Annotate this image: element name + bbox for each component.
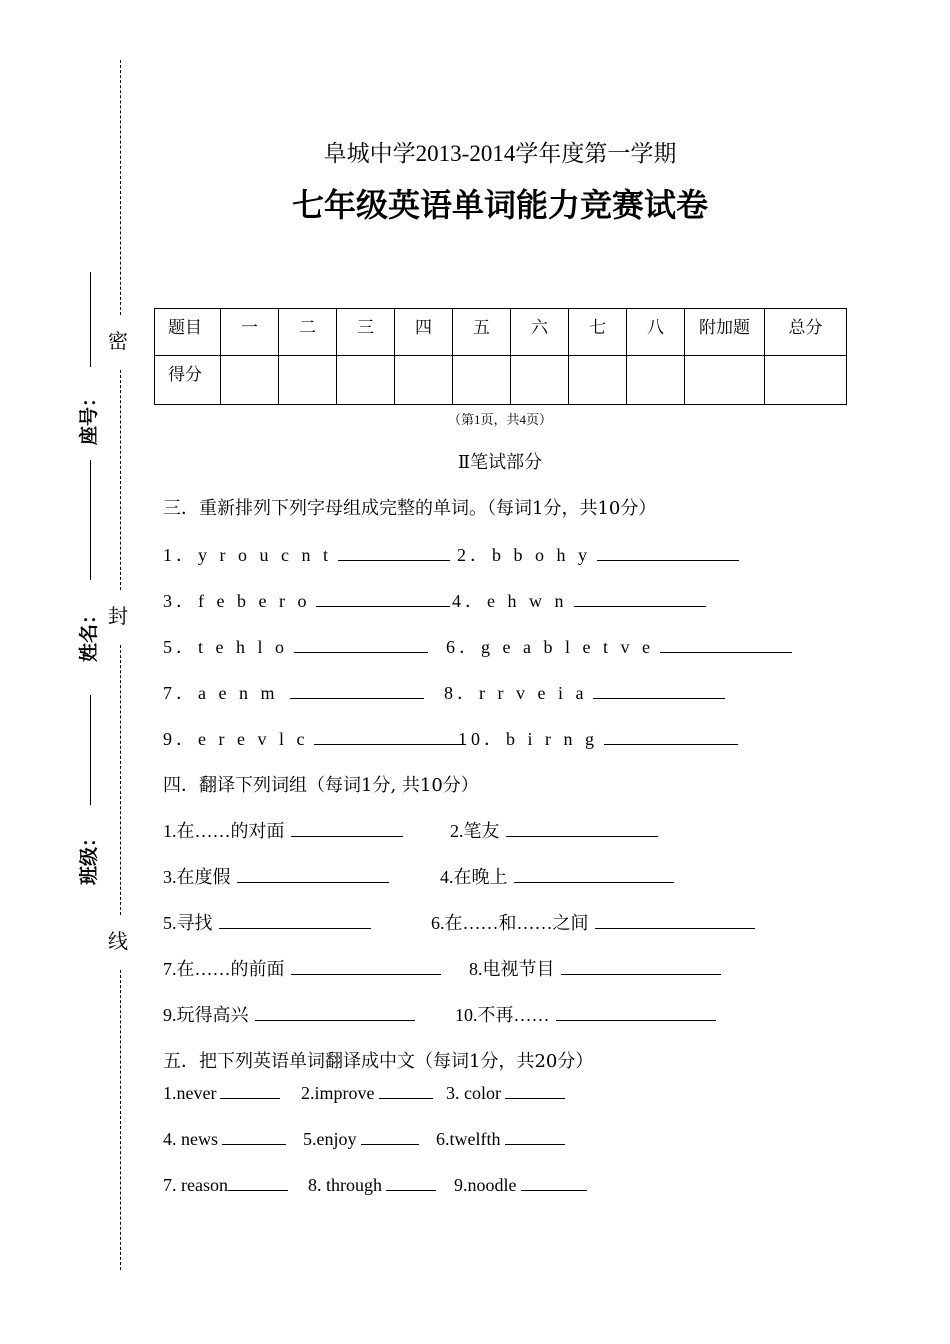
score-header-cell: 一 [221, 309, 279, 356]
question-item: 9．e r e v l c [163, 725, 466, 751]
section-4-title: 四．翻译下列词组（每词1分, 共10分） [163, 775, 479, 796]
answer-blank[interactable] [379, 1083, 433, 1099]
answer-blank[interactable] [255, 1005, 415, 1021]
exam-title: 七年级英语单词能力竞赛试卷 [291, 186, 708, 224]
exam-subtitle: 阜城中学2013-2014学年度第一学期 [323, 141, 677, 166]
class-label: 班级： [78, 827, 100, 885]
question-item: 5.寻找 [163, 909, 371, 935]
score-cell[interactable] [569, 356, 627, 405]
score-header-cell: 八 [627, 309, 685, 356]
question-item: 8. through [308, 1175, 436, 1196]
question-item: 2．b b o h y [457, 541, 739, 567]
question-item: 7. reason [163, 1175, 288, 1196]
question-item: 7.在……的前面 [163, 955, 441, 981]
answer-blank[interactable] [597, 545, 739, 561]
score-cell[interactable] [337, 356, 395, 405]
score-header-cell: 四 [395, 309, 453, 356]
score-cell[interactable] [279, 356, 337, 405]
answer-blank[interactable] [222, 1129, 286, 1145]
score-table [154, 308, 847, 405]
question-item: 1.never [163, 1083, 280, 1104]
section-3-title: 三．重新排列下列字母组成完整的单词。（每词1分，共10分） [163, 498, 657, 519]
score-cell[interactable] [511, 356, 569, 405]
score-header-cell: 六 [511, 309, 569, 356]
section-5-title: 五．把下列英语单词翻译成中文（每词1分，共20分） [163, 1051, 594, 1072]
seat-number-label: 座号： [78, 387, 100, 445]
seal-dashed-line-low [120, 645, 121, 915]
answer-blank[interactable] [595, 913, 755, 929]
score-header-cell: 题目 [155, 309, 221, 356]
question-item: 10．b i r n g [458, 725, 738, 751]
score-cell[interactable] [685, 356, 765, 405]
answer-blank[interactable] [228, 1175, 288, 1191]
question-item: 3．f e b e r o [163, 587, 450, 613]
seal-char-mi: 密 [108, 331, 128, 353]
score-header-cell: 七 [569, 309, 627, 356]
question-item: 6.在……和……之间 [431, 909, 755, 935]
answer-blank[interactable] [314, 729, 466, 745]
score-cell[interactable] [453, 356, 511, 405]
seal-char-xian: 线 [108, 931, 128, 953]
answer-blank[interactable] [361, 1129, 419, 1145]
answer-blank[interactable] [593, 683, 725, 699]
name-field-line [90, 460, 91, 580]
name-label: 姓名： [78, 604, 100, 662]
seal-char-feng: 封 [108, 606, 128, 628]
question-item: 2.笔友 [450, 817, 658, 843]
question-item: 9.noodle [454, 1175, 587, 1196]
question-item: 3.在度假 [163, 863, 389, 889]
question-item: 5．t e h l o [163, 633, 428, 659]
answer-blank[interactable] [386, 1175, 436, 1191]
answer-blank[interactable] [514, 867, 674, 883]
question-item: 9.玩得高兴 [163, 1001, 415, 1027]
score-header-cell: 二 [279, 309, 337, 356]
answer-blank[interactable] [556, 1005, 716, 1021]
question-item: 10.不再…… [455, 1001, 716, 1027]
question-item: 3. color [446, 1083, 565, 1104]
question-item: 1.在……的对面 [163, 817, 403, 843]
score-header-cell: 三 [337, 309, 395, 356]
class-field-line [90, 695, 91, 805]
answer-blank[interactable] [506, 821, 658, 837]
question-item: 6.twelfth [436, 1129, 565, 1150]
score-cell[interactable] [627, 356, 685, 405]
seal-dashed-line-bottom [120, 970, 121, 1270]
score-cell[interactable] [765, 356, 847, 405]
answer-blank[interactable] [290, 683, 424, 699]
answer-blank[interactable] [294, 637, 428, 653]
score-cell[interactable] [395, 356, 453, 405]
question-item: 4.在晚上 [440, 863, 674, 889]
score-cell[interactable] [221, 356, 279, 405]
answer-blank[interactable] [316, 591, 450, 607]
answer-blank[interactable] [660, 637, 792, 653]
score-header-cell: 五 [453, 309, 511, 356]
answer-blank[interactable] [574, 591, 706, 607]
question-item: 6．g e a b l e t v e [446, 633, 792, 659]
answer-blank[interactable] [505, 1083, 565, 1099]
part-title: Ⅱ笔试部分 [457, 452, 543, 472]
answer-blank[interactable] [291, 959, 441, 975]
answer-blank[interactable] [561, 959, 721, 975]
question-item: 8．r r v e i a [444, 679, 725, 705]
answer-blank[interactable] [219, 913, 371, 929]
answer-blank[interactable] [220, 1083, 280, 1099]
answer-blank[interactable] [521, 1175, 587, 1191]
seat-number-field-line [90, 272, 91, 367]
seal-dashed-line-mid [120, 370, 121, 590]
answer-blank[interactable] [604, 729, 738, 745]
question-item: 8.电视节目 [469, 955, 721, 981]
answer-blank[interactable] [338, 545, 450, 561]
page-number: （第1页，共4页） [447, 412, 552, 427]
score-header-cell: 附加题 [685, 309, 765, 356]
score-header-cell: 总分 [765, 309, 847, 356]
answer-blank[interactable] [237, 867, 389, 883]
question-item: 4．e h w n [452, 587, 706, 613]
question-item: 5.enjoy [303, 1129, 419, 1150]
question-item: 1．y r o u c n t [163, 541, 450, 567]
answer-blank[interactable] [291, 821, 403, 837]
answer-blank[interactable] [505, 1129, 565, 1145]
question-item: 4. news [163, 1129, 286, 1150]
question-item: 2.improve [301, 1083, 433, 1104]
question-item: 7．a e n m [163, 679, 424, 705]
score-row-label: 得分 [155, 356, 221, 405]
